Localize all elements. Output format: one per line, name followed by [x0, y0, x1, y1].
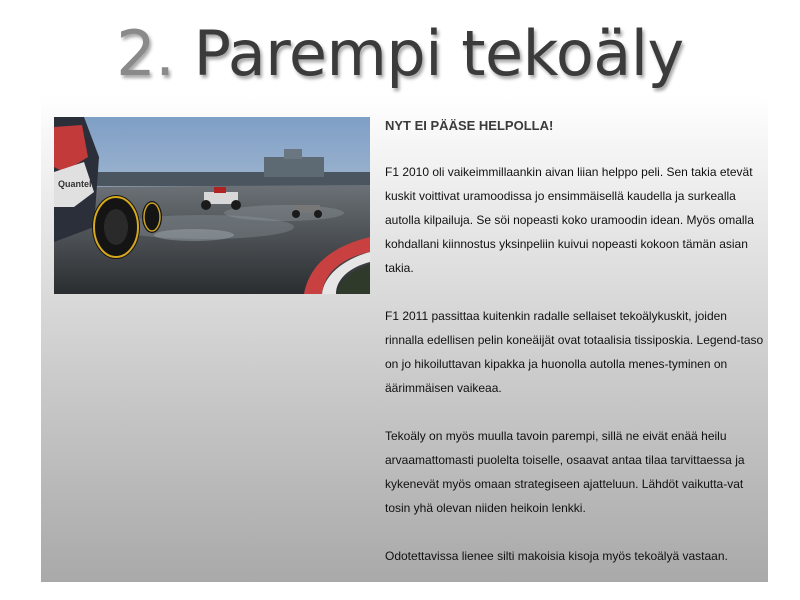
race-screenshot-image	[54, 117, 370, 294]
article-content	[385, 116, 765, 568]
car-sponsor-text: Quantel	[58, 179, 92, 189]
article-paragraph: F1 2010 oli vaikeimmillaankin aivan liian helppo peli. Sen takia etevät kuskit voittivat uramoodissa jo ensimmäisellä kaudella ja surkealla autolla kilpailuja. Se söi nopeasti koko uramoodin idean. Myös omalla kohdallani kiinnostus yksinpeliin kuivui nopeasti kokoon tämän asian takia.	[385, 165, 754, 275]
article-paragraph: Odotettavissa lienee silti makoisia kisoja myös tekoälyä vastaan.	[385, 549, 728, 563]
slide-title-number: 2.	[116, 17, 175, 90]
slide-title	[0, 18, 800, 90]
article-heading: NYT EI PÄÄSE HELPOLLA!	[385, 118, 554, 133]
article-paragraph: Tekoäly on myös muulla tavoin parempi, sillä ne eivät enää heilu arvaamattomasti puolelta toiselle, osaavat antaa tilaa tarvittaessa ja kykenevät myös omaan strategiseen ajatteluun. Lähdöt vaikutta-vat tosin yhä olevan niiden heikoin lenkki.	[385, 429, 745, 515]
slide-title-text: Parempi tekoäly	[193, 17, 684, 90]
article-paragraph: F1 2011 passittaa kuitenkin radalle sellaiset tekoälykuskit, joiden rinnalla edellisen pelin koneäijät ovat totaalisia tissiposkia. Legend-taso on jo hikoiluttavan kipakka ja huonolla autolla menes-tyminen on äärimmäisen vaikeaa.	[385, 309, 764, 395]
